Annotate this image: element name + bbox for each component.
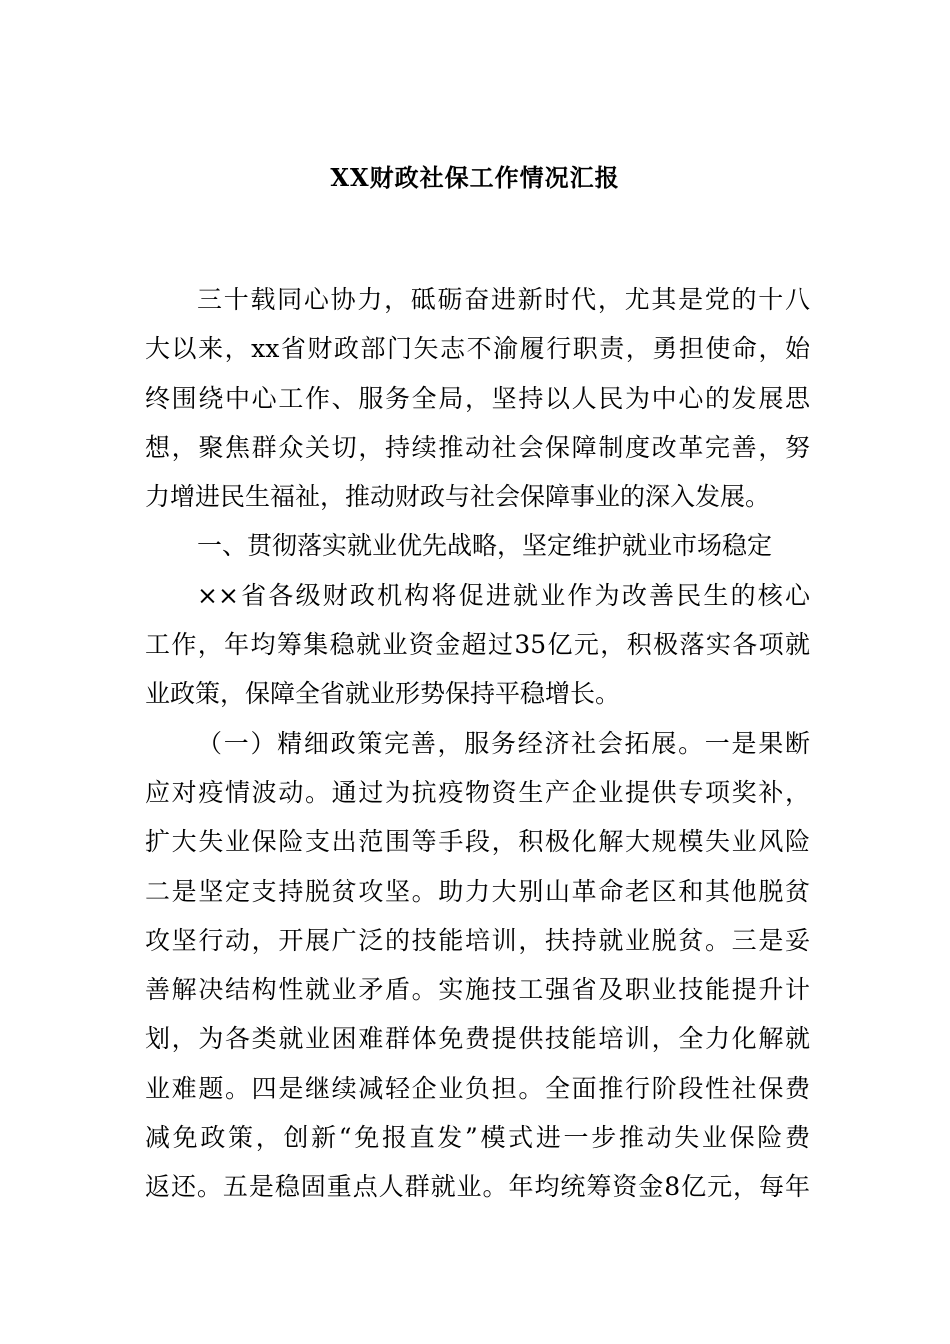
text-line: 终围绕中心工作、服务全局，坚持以人民为中心的发展思	[145, 383, 810, 413]
text-line: 减免政策，创新“免报直发”模式进一步推动失业保险费	[145, 1123, 810, 1153]
text-line: 二是坚定支持脱贫攻坚。助力大别山革命老区和其他脱贫	[145, 876, 810, 906]
text-line: 一、贯彻落实就业优先战略，坚定维护就业市场稳定	[197, 531, 773, 561]
document-title: XX财政社保工作情况汇报	[330, 163, 620, 192]
text-line: 力增进民生福祉，推动财政与社会保障事业的深入发展。	[145, 482, 771, 512]
text-line: （一）精细政策完善，服务经济社会拓展。一是果断	[197, 728, 810, 758]
document-body	[145, 275, 810, 1212]
text-line: 划，为各类就业困难群体免费提供技能培训，全力化解就	[145, 1024, 810, 1054]
text-line: ××省各级财政机构将促进就业作为改善民生的核心	[197, 580, 810, 610]
text-line: 业难题。四是继续减轻企业负担。全面推行阶段性社保费	[145, 1073, 810, 1103]
text-line: 大以来，xx省财政部门矢志不渝履行职责，勇担使命，始	[145, 334, 810, 364]
text-line: 应对疫情波动。通过为抗疫物资生产企业提供专项奖补，	[145, 777, 810, 807]
text-line: 想，聚焦群众关切，持续推动社会保障制度改革完善，努	[145, 432, 810, 462]
text-line: 三十载同心协力，砥砺奋进新时代，尤其是党的十八	[197, 285, 810, 314]
text-line: 善解决结构性就业矛盾。实施技工强省及职业技能提升计	[145, 975, 810, 1005]
text-line: 工作，年均筹集稳就业资金超过35亿元，积极落实各项就	[145, 630, 810, 660]
text-line: 业政策，保障全省就业形势保持平稳增长。	[145, 679, 621, 709]
text-line: 返还。五是稳固重点人群就业。年均统筹资金8亿元，每年	[145, 1172, 810, 1202]
text-line: 扩大失业保险支出范围等手段，积极化解大规模失业风险	[145, 827, 810, 857]
text-line: 攻坚行动，开展广泛的技能培训，扶持就业脱贫。三是妥	[145, 925, 810, 955]
